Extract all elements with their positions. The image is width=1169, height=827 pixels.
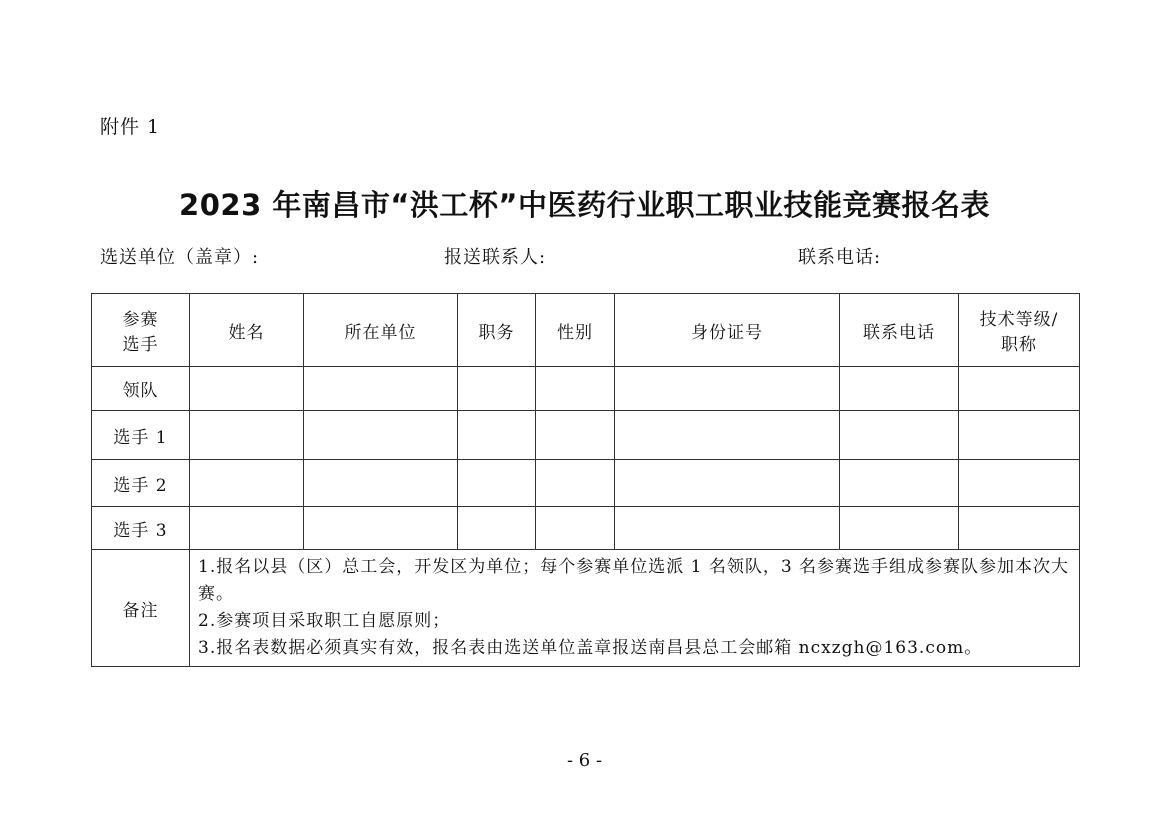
cell-position[interactable] bbox=[458, 460, 536, 507]
contact-phone-label: 联系电话: bbox=[798, 247, 882, 268]
cell-name[interactable] bbox=[190, 411, 304, 460]
row-label-player-1: 选手 1 bbox=[92, 411, 190, 460]
cell-id-number[interactable] bbox=[615, 460, 840, 507]
cell-unit[interactable] bbox=[304, 411, 458, 460]
cell-phone[interactable] bbox=[840, 411, 959, 460]
header-gender: 性别 bbox=[536, 294, 615, 367]
cell-title[interactable] bbox=[959, 460, 1080, 507]
row-label-player-2: 选手 2 bbox=[92, 460, 190, 507]
cell-position[interactable] bbox=[458, 411, 536, 460]
cell-unit[interactable] bbox=[304, 460, 458, 507]
cell-title[interactable] bbox=[959, 507, 1080, 550]
table-row bbox=[92, 411, 1080, 460]
table-row bbox=[92, 367, 1080, 411]
header-title-line2: 职称 bbox=[1001, 335, 1037, 355]
row-label-player-3: 选手 3 bbox=[92, 507, 190, 550]
cell-position[interactable] bbox=[458, 367, 536, 411]
notes-label: 备注 bbox=[92, 550, 190, 667]
cell-phone[interactable] bbox=[840, 460, 959, 507]
note-line-3: 3.报名表数据必须真实有效，报名表由选送单位盖章报送南昌县总工会邮箱 ncxzgh@163.com。 bbox=[198, 638, 983, 658]
header-id-number: 身份证号 bbox=[615, 294, 840, 367]
row-label-leader: 领队 bbox=[92, 367, 190, 411]
unit-seal-label: 选送单位（盖章）: bbox=[100, 247, 260, 268]
table-row bbox=[92, 460, 1080, 507]
header-title bbox=[959, 294, 1080, 367]
table-row bbox=[92, 507, 1080, 550]
cell-name[interactable] bbox=[190, 460, 304, 507]
cell-unit[interactable] bbox=[304, 507, 458, 550]
attachment-label: 附件 1 bbox=[100, 116, 161, 138]
header-participant bbox=[92, 294, 190, 367]
cell-position[interactable] bbox=[458, 507, 536, 550]
header-participant-line1: 参赛 bbox=[122, 310, 159, 330]
cell-gender[interactable] bbox=[536, 507, 615, 550]
cell-id-number[interactable] bbox=[615, 367, 840, 411]
cell-unit[interactable] bbox=[304, 367, 458, 411]
header-participant-line2: 选手 bbox=[122, 335, 159, 355]
cell-phone[interactable] bbox=[840, 367, 959, 411]
note-line-2: 2.参赛项目采取职工自愿原则； bbox=[198, 611, 451, 631]
cell-gender[interactable] bbox=[536, 460, 615, 507]
cell-name[interactable] bbox=[190, 367, 304, 411]
header-position: 职务 bbox=[458, 294, 536, 367]
cell-title[interactable] bbox=[959, 411, 1080, 460]
notes-content bbox=[190, 550, 1080, 667]
page-title: 2023 年南昌市“洪工杯”中医药行业职工职业技能竞赛报名表 bbox=[179, 188, 990, 222]
cell-title[interactable] bbox=[959, 367, 1080, 411]
header-unit: 所在单位 bbox=[304, 294, 458, 367]
header-phone: 联系电话 bbox=[840, 294, 959, 367]
cell-gender[interactable] bbox=[536, 411, 615, 460]
table-header-row bbox=[92, 294, 1080, 367]
notes-row bbox=[92, 550, 1080, 667]
contact-person-label: 报送联系人: bbox=[444, 247, 547, 268]
header-title-line1: 技术等级/ bbox=[979, 310, 1059, 330]
note-line-1: 1.报名以县（区）总工会，开发区为单位；每个参赛单位选派 1 名领队，3 名参赛选手组成参赛队参加本次大赛。 bbox=[198, 557, 1070, 604]
cell-id-number[interactable] bbox=[615, 507, 840, 550]
cell-name[interactable] bbox=[190, 507, 304, 550]
page-number: - 6 - bbox=[566, 750, 603, 771]
cell-phone[interactable] bbox=[840, 507, 959, 550]
registration-table bbox=[91, 293, 1080, 667]
cell-id-number[interactable] bbox=[615, 411, 840, 460]
cell-gender[interactable] bbox=[536, 367, 615, 411]
header-name: 姓名 bbox=[190, 294, 304, 367]
